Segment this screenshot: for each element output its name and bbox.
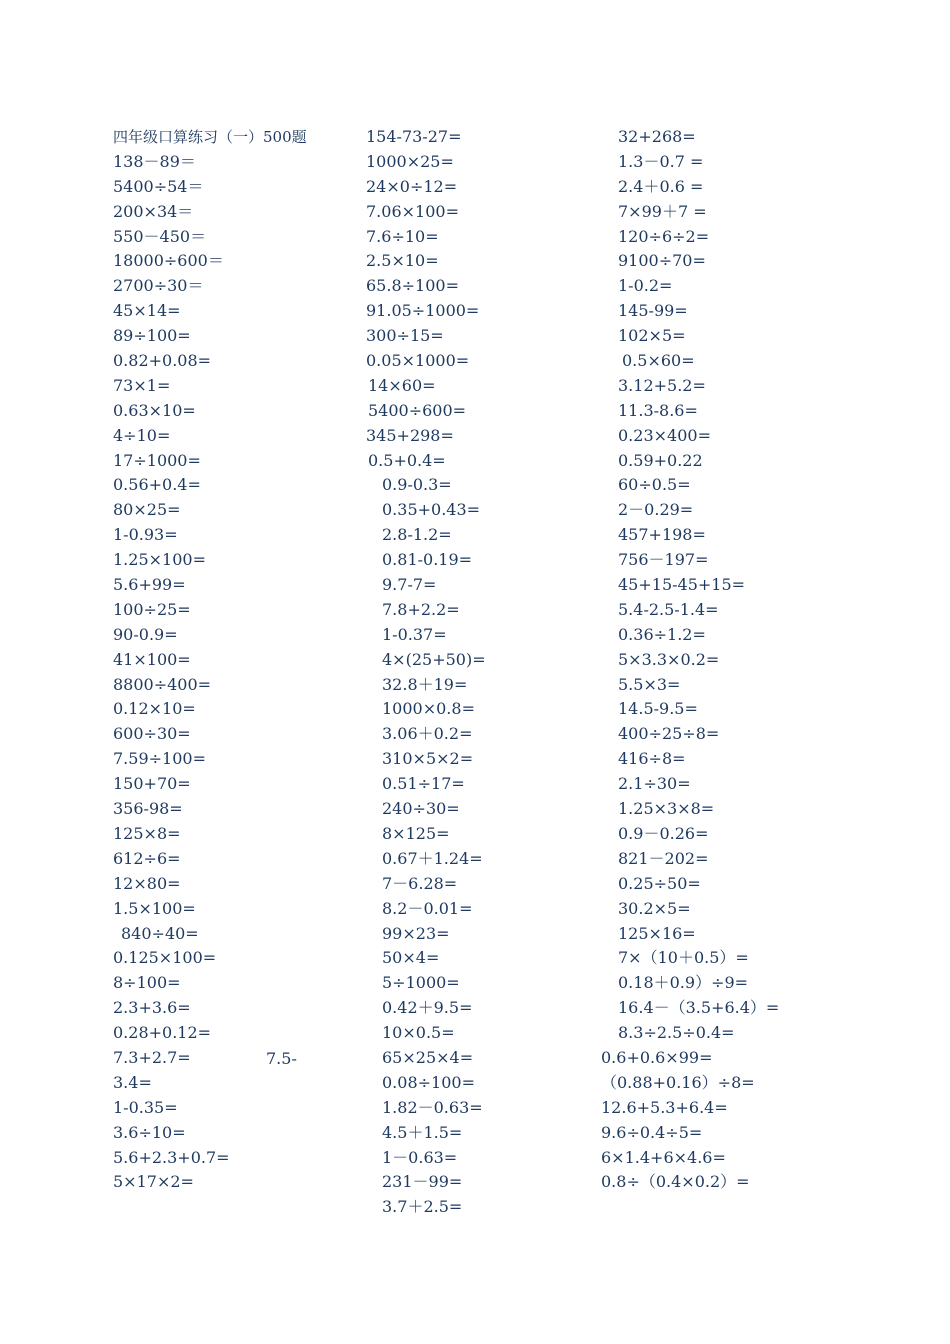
problem-line: 18000÷600＝ <box>113 251 224 271</box>
problem-line: 4.5＋1.5= <box>382 1122 463 1142</box>
problem-line: 0.12×10= <box>113 699 196 719</box>
column-1-aside: 7.5- <box>266 1049 297 1068</box>
problem-line: 2700÷30＝ <box>113 276 204 296</box>
problem-line: 0.42＋9.5= <box>382 998 473 1018</box>
problem-line: 2.1÷30= <box>618 774 691 794</box>
problem-line: 145-99= <box>618 301 688 321</box>
problem-line: 840÷40= <box>121 923 199 943</box>
problem-line: 600÷30= <box>113 724 191 744</box>
problem-line: 45×14= <box>113 301 181 321</box>
problem-line: 9.7-7= <box>382 575 437 595</box>
problem-line: 7.6÷10= <box>366 226 439 246</box>
problem-line: 8.3÷2.5÷0.4= <box>618 1023 735 1043</box>
problem-line: 14×60= <box>368 375 436 395</box>
problem-line: 100÷25= <box>113 599 191 619</box>
problem-line: 7.59÷100= <box>113 749 206 769</box>
problem-line: 1.5×100= <box>113 898 196 918</box>
problem-line: 1.3－0.7 = <box>618 151 704 171</box>
problem-line: 345+298= <box>366 425 454 445</box>
problem-line: 6×1.4+6×4.6= <box>601 1147 726 1167</box>
problem-line: （0.88+0.16）÷8= <box>601 1072 755 1092</box>
problem-line: 7.3+2.7= <box>113 1047 191 1067</box>
problem-line: 32.8＋19= <box>382 674 468 694</box>
worksheet-title: 四年级口算练习（一）500题 <box>113 128 307 146</box>
problem-line: 3.6÷10= <box>113 1122 186 1142</box>
problem-line: 0.56+0.4= <box>113 475 201 495</box>
problem-line: 0.9－0.26= <box>618 823 709 843</box>
problem-line: 16.4－（3.5+6.4）= <box>618 998 780 1018</box>
problem-line: 0.125×100= <box>113 948 217 968</box>
problem-line: 12.6+5.3+6.4= <box>601 1097 728 1117</box>
problem-line: 1.82－0.63= <box>382 1097 483 1117</box>
problem-line: 416÷8= <box>618 749 686 769</box>
problem-line: 0.08÷100= <box>382 1072 475 1092</box>
problem-line: 1-0.93= <box>113 525 178 545</box>
problem-line: 0.05×1000= <box>366 351 470 371</box>
problem-line: 125×8= <box>113 823 181 843</box>
problem-line: 3.4= <box>113 1072 152 1092</box>
problem-line: 0.36÷1.2= <box>618 624 706 644</box>
problem-line: 45+15-45+15= <box>618 575 746 595</box>
column-2 <box>366 125 606 1220</box>
problem-line: 0.5×60= <box>622 351 695 371</box>
problem-line: 5×17×2= <box>113 1172 194 1192</box>
problem-line: 0.8÷（0.4×0.2）= <box>601 1172 750 1192</box>
column-3 <box>601 125 918 1195</box>
problem-line: 756－197= <box>618 550 709 570</box>
problem-line: 310×5×2= <box>382 749 474 769</box>
problem-line: 400÷25÷8= <box>618 724 720 744</box>
problem-line: 0.63×10= <box>113 400 196 420</box>
problem-line: 0.9-0.3= <box>382 475 452 495</box>
problem-line: 12×80= <box>113 873 181 893</box>
problem-line: 2.4＋0.6 = <box>618 176 704 196</box>
problem-line: 5.6+2.3+0.7= <box>113 1147 230 1167</box>
problem-line: 65.8÷100= <box>366 276 459 296</box>
problem-line: 7.8+2.2= <box>382 599 460 619</box>
problem-line: 8.2－0.01= <box>382 898 473 918</box>
problem-line: 2－0.29= <box>618 500 694 520</box>
problem-line: 0.81-0.19= <box>382 550 473 570</box>
problem-line: 1.25×3×8= <box>618 799 715 819</box>
problem-line: 7.06×100= <box>366 201 459 221</box>
problem-line: 1-0.35= <box>113 1097 178 1117</box>
problem-line: 32+268= <box>618 127 696 146</box>
problem-line: 89÷100= <box>113 326 191 346</box>
problem-line: 150+70= <box>113 774 191 794</box>
problem-line: 0.5+0.4= <box>368 450 446 470</box>
problem-line: 8×125= <box>382 823 450 843</box>
problem-line: 0.18＋0.9）÷9= <box>618 973 749 993</box>
problem-line: 60÷0.5= <box>618 475 691 495</box>
problem-line: 41×100= <box>113 649 191 669</box>
problem-line: 200×34＝ <box>113 201 194 221</box>
problem-line: 50×4= <box>382 948 440 968</box>
problem-line: 0.23×400= <box>618 425 711 445</box>
problem-line: 1000×25= <box>366 151 454 171</box>
problem-line: 0.6+0.6×99= <box>601 1047 713 1067</box>
problem-line: 80×25= <box>113 500 181 520</box>
problem-line: 7×99＋7 = <box>618 201 707 221</box>
problem-line: 8800÷400= <box>113 674 212 694</box>
problem-line: 2.3+3.6= <box>113 998 191 1018</box>
problem-line: 0.35+0.43= <box>382 500 481 520</box>
problem-line: 24×0÷12= <box>366 176 458 196</box>
problem-line: 5.4-2.5-1.4= <box>618 599 719 619</box>
problem-line: 231－99= <box>382 1172 463 1192</box>
problem-line: 300÷15= <box>366 326 444 346</box>
problem-line: 0.67＋1.24= <box>382 848 483 868</box>
problem-line: 4×(25+50)= <box>382 649 486 669</box>
problem-line: 0.59+0.22 <box>618 450 703 470</box>
problem-line: 90-0.9= <box>113 624 178 644</box>
problem-line: 3.06＋0.2= <box>382 724 473 744</box>
problem-line: 91.05÷1000= <box>366 301 480 321</box>
problem-line: 1－0.63= <box>382 1147 458 1167</box>
problem-line: 5400÷54＝ <box>113 176 204 196</box>
problem-line: 14.5-9.5= <box>618 699 698 719</box>
problem-line: 120÷6÷2= <box>618 226 710 246</box>
problem-line: 0.51÷17= <box>382 774 465 794</box>
problem-line: 356-98= <box>113 799 183 819</box>
problem-line: 2.5×10= <box>366 251 439 271</box>
problem-line: 3.7＋2.5= <box>382 1197 463 1217</box>
problem-line: 7－6.28= <box>382 873 458 893</box>
problem-line: 5.5×3= <box>618 674 681 694</box>
problem-line: 17÷1000= <box>113 450 201 470</box>
problem-line: 5400÷600= <box>368 400 467 420</box>
problem-line: 821－202= <box>618 848 709 868</box>
problem-line: 99×23= <box>382 923 450 943</box>
problem-line: 1-0.2= <box>618 276 673 296</box>
problem-line: 7×（10＋0.5）= <box>618 948 749 968</box>
problem-line: 240÷30= <box>382 799 460 819</box>
problem-line: 0.25÷50= <box>618 873 701 893</box>
problem-line: 0.82+0.08= <box>113 351 212 371</box>
problem-line: 550－450＝ <box>113 226 207 246</box>
problem-line: 612÷6= <box>113 848 181 868</box>
problem-line: 1.25×100= <box>113 550 206 570</box>
problem-line: 154-73-27= <box>366 127 462 146</box>
problem-line: 9100÷70= <box>618 251 706 271</box>
problem-line: 1-0.37= <box>382 624 447 644</box>
problem-line: 138－89＝ <box>113 151 196 171</box>
problem-line: 0.28+0.12= <box>113 1023 212 1043</box>
problem-line: 73×1= <box>113 375 171 395</box>
problem-line: 457+198= <box>618 525 706 545</box>
problem-line: 125×16= <box>618 923 696 943</box>
problem-line: 5×3.3×0.2= <box>618 649 720 669</box>
column-1 <box>113 125 353 1195</box>
problem-line: 3.12+5.2= <box>618 375 706 395</box>
problem-line: 8÷100= <box>113 973 181 993</box>
problem-line: 10×0.5= <box>382 1023 455 1043</box>
problem-line: 5÷1000= <box>382 973 460 993</box>
problem-line: 102×5= <box>618 326 686 346</box>
problem-line: 2.8-1.2= <box>382 525 452 545</box>
problem-line: 5.6+99= <box>113 575 186 595</box>
problem-line: 11.3-8.6= <box>618 400 698 420</box>
problem-line: 9.6÷0.4÷5= <box>601 1122 703 1142</box>
problem-line: 30.2×5= <box>618 898 691 918</box>
problem-line: 4÷10= <box>113 425 171 445</box>
problem-line: 65×25×4= <box>382 1047 474 1067</box>
problem-line: 1000×0.8= <box>382 699 475 719</box>
